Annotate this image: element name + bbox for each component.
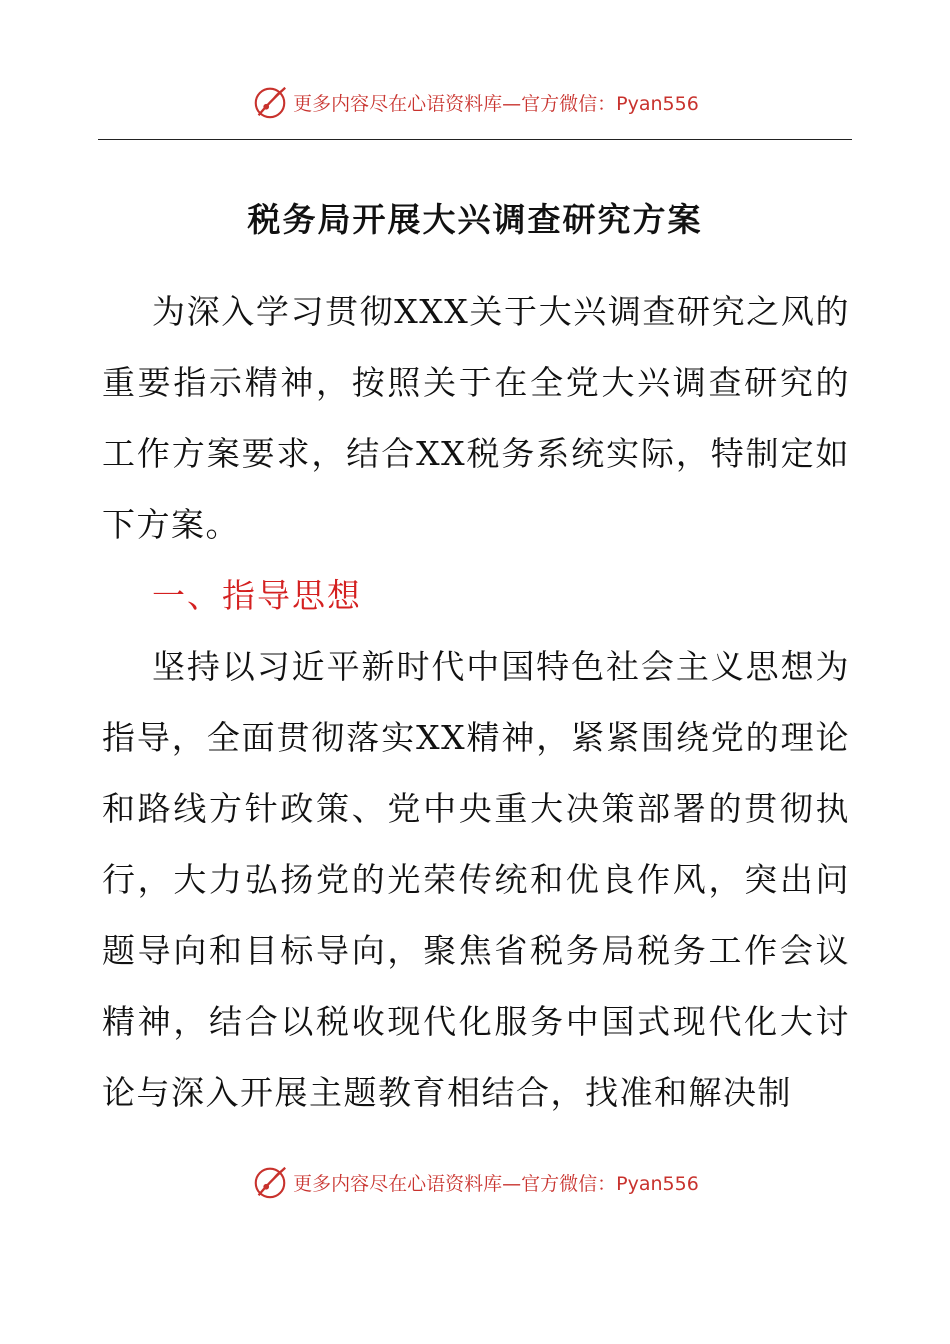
section-paragraph: 坚持以习近平新时代中国特色社会主义思想为指导，全面贯彻落实XX精神，紧紧围绕党的理论和路线方针政策、党中央重大决策部署的贯彻执行，大力弘扬党的光荣传统和优良作风，突出问题导向和目标导向，聚焦省税务局税务工作会议精神，结合以税收现代化服务中国式现代化大讨论与深入开展主题教育相结合，找准和解决制: [102, 647, 850, 1112]
section-heading: 一、指导思想: [152, 576, 362, 615]
quill-logo-icon: [251, 1163, 289, 1201]
quill-logo-icon: [251, 83, 289, 121]
header-watermark-banner: [0, 82, 950, 122]
header-divider: [98, 139, 852, 140]
footer-watermark-banner: [0, 1162, 950, 1202]
document-body: [102, 276, 850, 1128]
banner-text: 更多内容尽在心语资料库—官方微信：Pyan556: [293, 92, 699, 115]
intro-paragraph: 为深入学习贯彻XXX关于大兴调查研究之风的重要指示精神，按照关于在全党大兴调查研究的工作方案要求，结合XX税务系统实际，特制定如下方案。: [102, 292, 850, 544]
document-title: 税务局开展大兴调查研究方案: [247, 200, 703, 239]
banner-text: 更多内容尽在心语资料库—官方微信：Pyan556: [293, 1172, 699, 1195]
